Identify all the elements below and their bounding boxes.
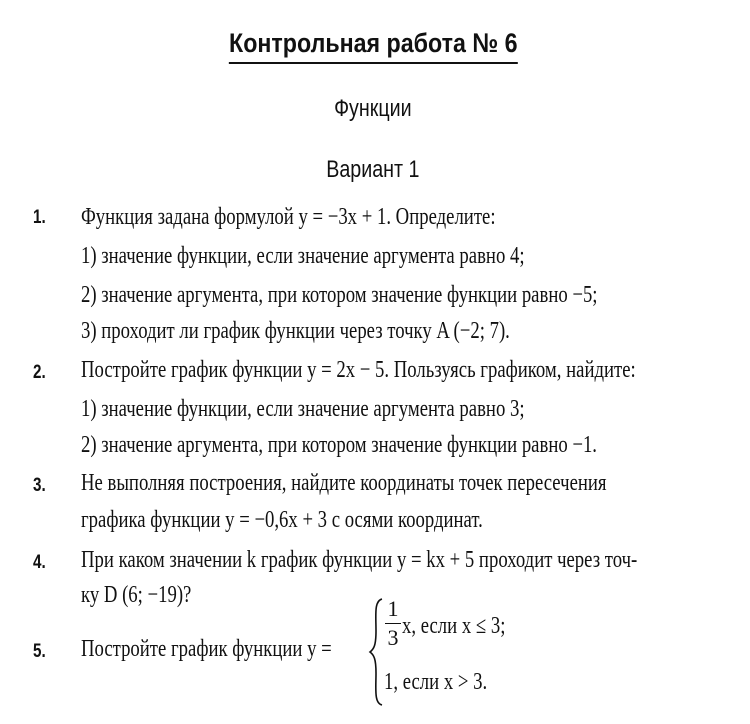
task-3-number: 3.: [33, 475, 46, 496]
task-1-line-1: Функция задана формулой y = −3x + 1. Определите:: [81, 204, 496, 230]
fraction-one-third: [384, 597, 402, 650]
task-2-line-1: Постройте график функции y = 2x − 5. Пользуясь графиком, найдите:: [81, 357, 636, 383]
left-brace-icon: [368, 597, 384, 707]
task-1-line-3: 2) значение аргумента, при котором значение функции равно −5;: [81, 282, 598, 308]
task-1-line-2: 1) значение функции, если значение аргумента равно 4;: [81, 243, 525, 269]
piecewise-case-1: x, если x ≤ 3;: [402, 613, 506, 639]
task-4-line-1: При каком значении k график функции y = kx + 5 проходит через точ-: [81, 547, 638, 573]
piecewise-function: [368, 597, 568, 707]
task-3-line-2: графика функции y = −0,6x + 3 с осями координат.: [81, 507, 483, 533]
task-2-number: 2.: [33, 362, 46, 383]
fraction-denominator: 3: [387, 625, 399, 650]
fraction-bar: [385, 623, 401, 624]
task-1-number: 1.: [33, 207, 46, 228]
task-2-line-3: 2) значение аргумента, при котором значение функции равно −1.: [81, 432, 597, 458]
task-4-number: 4.: [33, 552, 46, 573]
title-text: Контрольная работа № 6: [229, 26, 518, 64]
task-5-number: 5.: [33, 641, 46, 662]
task-3-line-1: Не выполняя построения, найдите координаты точек пересечения: [81, 470, 607, 496]
topic-subtitle: Функции: [334, 95, 412, 122]
task-1-line-4: 3) проходит ли график функции через точку A (−2; 7).: [81, 318, 510, 344]
piecewise-case-2: 1, если x > 3.: [384, 669, 488, 695]
task-2-line-2: 1) значение функции, если значение аргумента равно 3;: [81, 396, 525, 422]
task-5-line-1: Постройте график функции y =: [81, 636, 332, 662]
page-title: [51, 26, 696, 64]
task-4-line-2: ку D (6; −19)?: [81, 582, 192, 608]
fraction-numerator: 1: [387, 596, 399, 621]
variant-heading: Вариант 1: [326, 156, 420, 183]
